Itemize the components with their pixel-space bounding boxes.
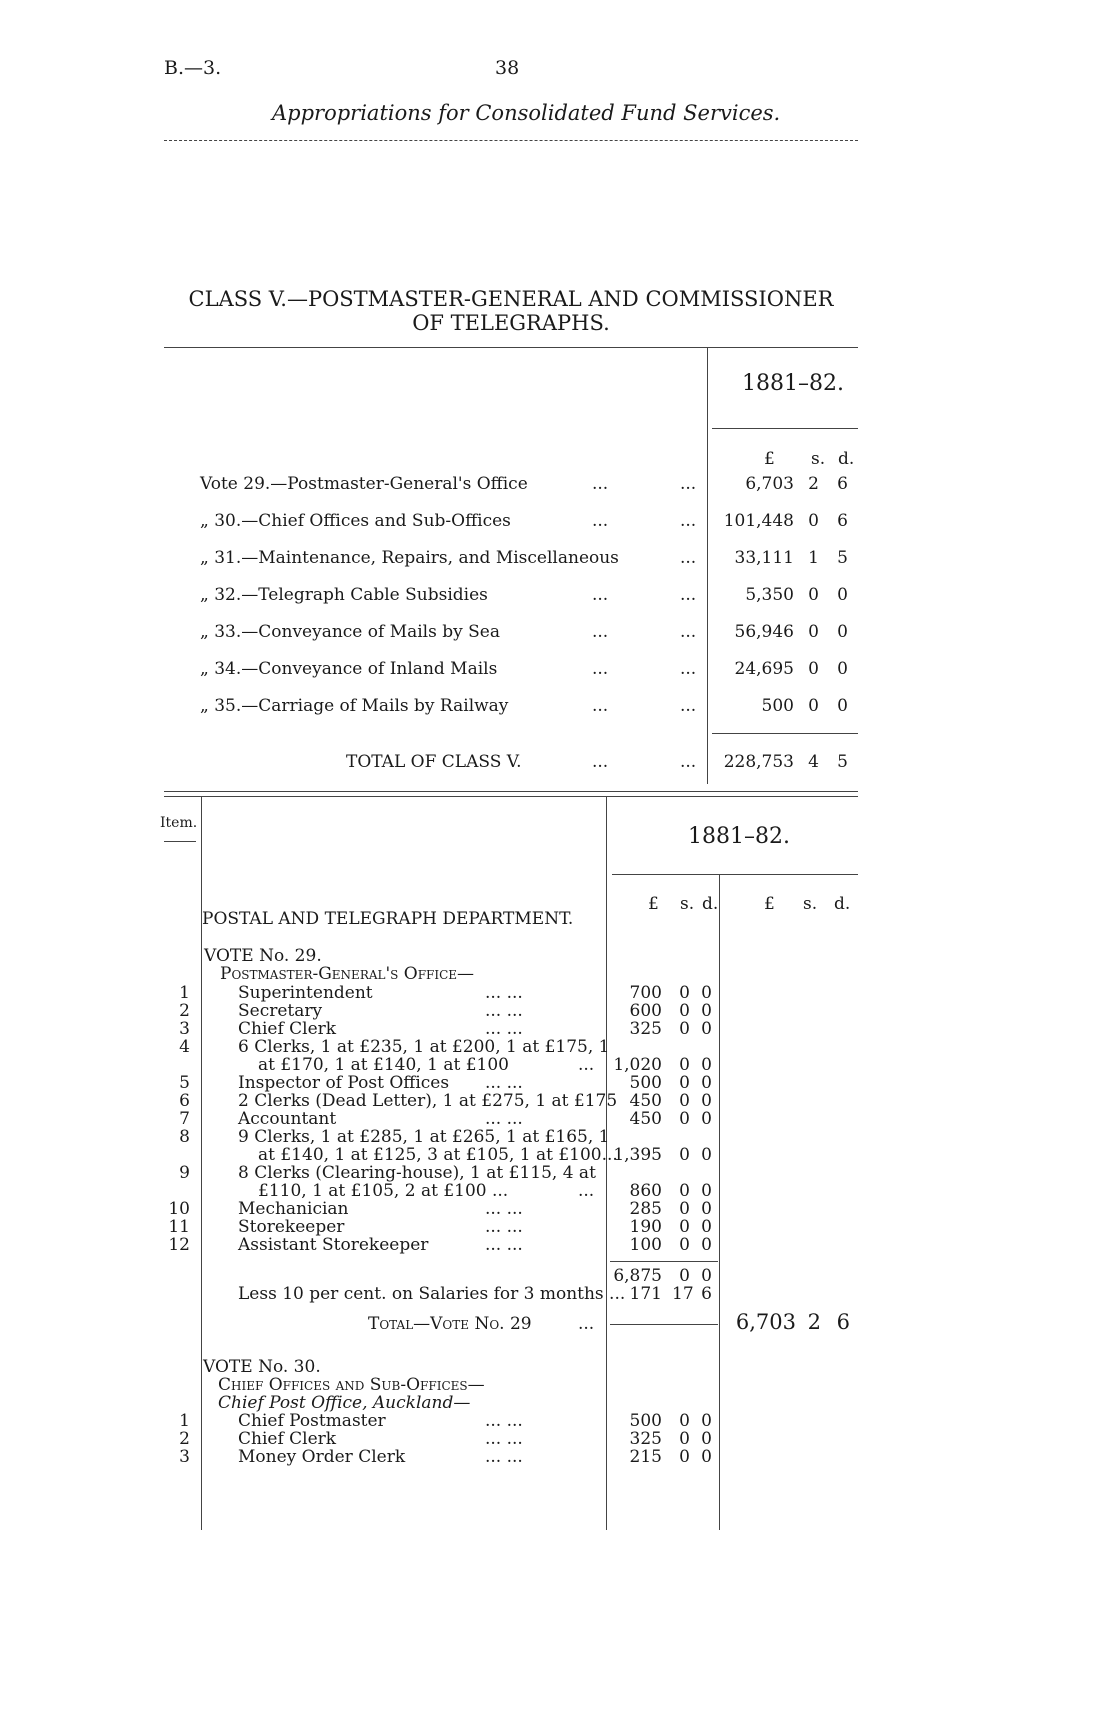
line-leader-dots: ... <box>578 1055 595 1075</box>
summary-total-label: TOTAL OF CLASS V. <box>346 752 522 772</box>
summary-leader-dots: ... <box>680 585 697 605</box>
line-pence: 0 <box>701 1091 712 1111</box>
item-number: 2 <box>179 1429 190 1449</box>
summary-pence: 0 <box>837 585 848 605</box>
deduction-shillings: 17 <box>672 1284 694 1304</box>
line-leader-dots: ... <box>578 1181 595 1201</box>
line-shillings: 0 <box>679 1109 690 1129</box>
line-pounds: 450 <box>629 1091 662 1111</box>
summary-pence: 6 <box>837 511 848 531</box>
summary-amount: 56,946 <box>734 622 794 642</box>
summary-leader-dots: ... <box>680 696 697 716</box>
line-pounds: 700 <box>629 983 662 1003</box>
line-leader-dots: ... ... <box>485 983 523 1003</box>
line-pounds: 325 <box>629 1429 662 1449</box>
vote-30-subheading: Chief Offices and Sub-Offices— <box>218 1375 485 1395</box>
summary-vote-label: „ 30.—Chief Offices and Sub-Offices <box>200 511 511 531</box>
summary-year-rule <box>712 428 858 429</box>
summary-column-divider <box>707 347 708 784</box>
line-description: Mechanician <box>238 1199 349 1219</box>
vote-29-total-label: Total—Vote No. 29 <box>368 1314 532 1334</box>
summary-shillings: 0 <box>808 585 819 605</box>
line-leader-dots: ... ... <box>485 1217 523 1237</box>
summary-vote-label: „ 33.—Conveyance of Mails by Sea <box>200 622 500 642</box>
deduction-pounds: 171 <box>629 1284 662 1304</box>
summary-shillings: 0 <box>808 622 819 642</box>
summary-shillings: 2 <box>808 474 819 494</box>
line-pence: 0 <box>701 1073 712 1093</box>
item-number: 6 <box>179 1091 190 1111</box>
vote-29-total-rule <box>610 1324 718 1325</box>
line-leader-dots: ... ... <box>485 1073 523 1093</box>
summary-leader-dots: ... <box>592 696 609 716</box>
line-leader-dots: ... ... <box>485 1019 523 1039</box>
summary-top-rule <box>164 347 858 348</box>
line-shillings: 0 <box>679 1235 690 1255</box>
summary-leader-dots: ... <box>680 548 697 568</box>
line-pence: 0 <box>701 1001 712 1021</box>
line-leader-dots: ... ... <box>485 1447 523 1467</box>
vote-30-office-heading: Chief Post Office, Auckland— <box>218 1393 471 1413</box>
item-number: 1 <box>179 1411 190 1431</box>
line-description: Inspector of Post Offices <box>238 1073 450 1093</box>
line-pounds: 500 <box>629 1411 662 1431</box>
summary-leader-dots: ... <box>592 622 609 642</box>
line-pounds: 600 <box>629 1001 662 1021</box>
summary-shillings: 0 <box>808 696 819 716</box>
line-leader-dots: ... ... <box>485 1199 523 1219</box>
line-leader-dots: ... ... <box>485 1109 523 1129</box>
line-pence: 0 <box>701 1145 712 1165</box>
line-description: Assistant Storekeeper <box>238 1235 429 1255</box>
line-description: 6 Clerks, 1 at £235, 1 at £200, 1 at £175, 1 <box>238 1037 610 1057</box>
class-title-line2: OF TELEGRAPHS. <box>412 311 610 335</box>
deduction-pence: 6 <box>701 1284 712 1304</box>
line-pounds: 860 <box>629 1181 662 1201</box>
header-rule <box>164 140 858 141</box>
detail-pence-header-2: d. <box>834 894 851 914</box>
line-description: £110, 1 at £105, 2 at £100 ... <box>258 1181 509 1201</box>
amount-column-divider <box>719 875 720 1530</box>
line-shillings: 0 <box>679 1199 690 1219</box>
summary-amount: 33,111 <box>734 548 794 568</box>
line-shillings: 0 <box>679 1019 690 1039</box>
line-pounds: 285 <box>629 1199 662 1219</box>
summary-shillings: 1 <box>808 548 819 568</box>
page-number: 38 <box>495 57 520 79</box>
line-pence: 0 <box>701 1429 712 1449</box>
line-shillings: 0 <box>679 1073 690 1093</box>
line-pence: 0 <box>701 1181 712 1201</box>
summary-leader-dots: ... <box>592 752 609 772</box>
summary-pence: 0 <box>837 622 848 642</box>
summary-total-rule <box>712 733 858 734</box>
line-pence: 0 <box>701 1447 712 1467</box>
line-description: Chief Clerk <box>238 1429 337 1449</box>
summary-leader-dots: ... <box>592 659 609 679</box>
line-shillings: 0 <box>679 1145 690 1165</box>
line-description: Chief Postmaster <box>238 1411 386 1431</box>
summary-leader-dots: ... <box>592 511 609 531</box>
vote-29-total-shillings: 2 <box>807 1310 821 1334</box>
item-number: 8 <box>179 1127 190 1147</box>
line-description: 2 Clerks (Dead Letter), 1 at £275, 1 at £175 <box>238 1091 618 1111</box>
line-pence: 0 <box>701 983 712 1003</box>
line-description: Secretary <box>238 1001 323 1021</box>
summary-total-amount: 228,753 <box>723 752 794 772</box>
item-number: 4 <box>179 1037 190 1057</box>
subtotal-shillings: 0 <box>679 1266 690 1286</box>
item-header-rule <box>164 841 196 842</box>
line-shillings: 0 <box>679 1447 690 1467</box>
summary-vote-label: „ 31.—Maintenance, Repairs, and Miscellaneous <box>200 548 619 568</box>
item-column-header: Item. <box>160 815 198 831</box>
item-number: 10 <box>168 1199 190 1219</box>
line-description: Accountant <box>238 1109 337 1129</box>
line-pence: 0 <box>701 1199 712 1219</box>
summary-pence: 0 <box>837 696 848 716</box>
line-leader-dots: ... ... <box>485 1429 523 1449</box>
line-shillings: 0 <box>679 1429 690 1449</box>
vote-29-subheading: Postmaster-General's Office— <box>220 964 475 984</box>
item-number: 9 <box>179 1163 190 1183</box>
running-title: Appropriations for Consolidated Fund Services. <box>272 101 781 125</box>
line-pence: 0 <box>701 1235 712 1255</box>
summary-leader-dots: ... <box>680 659 697 679</box>
summary-amount: 5,350 <box>745 585 794 605</box>
summary-vote-label: „ 32.—Telegraph Cable Subsidies <box>200 585 488 605</box>
deduction-description: Less 10 per cent. on Salaries for 3 months ... <box>238 1284 626 1304</box>
summary-total-shillings: 4 <box>808 752 819 772</box>
line-shillings: 0 <box>679 1181 690 1201</box>
summary-year-header: 1881–82. <box>742 371 844 396</box>
summary-total-pence: 5 <box>837 752 848 772</box>
summary-amount: 500 <box>761 696 794 716</box>
line-pounds: 1,020 <box>613 1055 662 1075</box>
item-number: 3 <box>179 1447 190 1467</box>
summary-pound-header: £ <box>764 449 775 469</box>
detail-pence-header-1: d. <box>702 894 719 914</box>
line-description: 8 Clerks (Clearing-house), 1 at £115, 4 at <box>238 1163 596 1183</box>
line-leader-dots: ... <box>578 1314 595 1334</box>
line-pounds: 215 <box>629 1447 662 1467</box>
line-shillings: 0 <box>679 1001 690 1021</box>
detail-pound-header-1: £ <box>648 894 659 914</box>
line-description: Storekeeper <box>238 1217 345 1237</box>
summary-shillings: 0 <box>808 659 819 679</box>
line-shillings: 0 <box>679 1217 690 1237</box>
line-pounds: 1,395 <box>613 1145 662 1165</box>
line-pence: 0 <box>701 1411 712 1431</box>
summary-amount: 6,703 <box>745 474 794 494</box>
line-description: Superintendent <box>238 983 373 1003</box>
detail-shilling-header-1: s. <box>680 894 695 914</box>
department-heading: POSTAL AND TELEGRAPH DEPARTMENT. <box>202 909 574 929</box>
summary-leader-dots: ... <box>680 752 697 772</box>
line-pence: 0 <box>701 1109 712 1129</box>
line-shillings: 0 <box>679 1411 690 1431</box>
summary-shillings: 0 <box>808 511 819 531</box>
detail-top-rule <box>164 791 858 792</box>
line-shillings: 0 <box>679 1055 690 1075</box>
detail-shilling-header-2: s. <box>803 894 818 914</box>
line-shillings: 0 <box>679 983 690 1003</box>
item-number: 5 <box>179 1073 190 1093</box>
summary-leader-dots: ... <box>680 474 697 494</box>
summary-shilling-header: s. <box>811 449 826 469</box>
line-pence: 0 <box>701 1055 712 1075</box>
summary-pence: 0 <box>837 659 848 679</box>
summary-leader-dots: ... <box>592 585 609 605</box>
line-pounds: 325 <box>629 1019 662 1039</box>
line-pence: 0 <box>701 1217 712 1237</box>
detail-top-rule-double <box>164 796 858 797</box>
document-reference: B.—3. <box>164 57 222 79</box>
line-pounds: 500 <box>629 1073 662 1093</box>
summary-pence: 6 <box>837 474 848 494</box>
line-pence: 0 <box>701 1019 712 1039</box>
line-shillings: 0 <box>679 1091 690 1111</box>
line-description: Money Order Clerk <box>238 1447 406 1467</box>
line-leader-dots: ... ... <box>485 1001 523 1021</box>
summary-vote-label: „ 34.—Conveyance of Inland Mails <box>200 659 498 679</box>
item-number: 2 <box>179 1001 190 1021</box>
item-number: 7 <box>179 1109 190 1129</box>
line-description: at £140, 1 at £125, 3 at £105, 1 at £100... <box>258 1145 618 1165</box>
subtotal-pounds: 6,875 <box>613 1266 662 1286</box>
item-column-divider <box>201 796 202 1530</box>
vote-30-heading: VOTE No. 30. <box>203 1357 321 1377</box>
class-title-line1: CLASS V.—POSTMASTER-GENERAL AND COMMISSIONER <box>188 287 834 311</box>
summary-leader-dots: ... <box>680 622 697 642</box>
item-number: 3 <box>179 1019 190 1039</box>
line-leader-dots: ... ... <box>485 1235 523 1255</box>
summary-pence-header: d. <box>838 449 855 469</box>
summary-leader-dots: ... <box>680 511 697 531</box>
item-number: 1 <box>179 983 190 1003</box>
summary-leader-dots: ... <box>592 474 609 494</box>
subtotal-pence: 0 <box>701 1266 712 1286</box>
line-description: Chief Clerk <box>238 1019 337 1039</box>
item-number: 12 <box>168 1235 190 1255</box>
summary-amount: 101,448 <box>723 511 794 531</box>
summary-vote-label: Vote 29.—Postmaster-General's Office <box>200 474 528 494</box>
line-pounds: 100 <box>629 1235 662 1255</box>
summary-amount: 24,695 <box>734 659 794 679</box>
detail-year-header: 1881–82. <box>688 824 790 849</box>
line-pounds: 190 <box>629 1217 662 1237</box>
detail-pound-header-2: £ <box>764 894 775 914</box>
line-description: at £170, 1 at £140, 1 at £100 <box>258 1055 509 1075</box>
line-pounds: 450 <box>629 1109 662 1129</box>
vote-29-total-pence: 6 <box>836 1310 850 1334</box>
detail-year-rule <box>612 874 858 875</box>
summary-vote-label: „ 35.—Carriage of Mails by Railway <box>200 696 509 716</box>
item-number: 11 <box>168 1217 190 1237</box>
vote-29-heading: VOTE No. 29. <box>204 946 322 966</box>
summary-pence: 5 <box>837 548 848 568</box>
line-leader-dots: ... ... <box>485 1411 523 1431</box>
vote-29-subtotal-rule <box>610 1261 718 1262</box>
vote-29-total-pounds: 6,703 <box>735 1310 796 1334</box>
line-description: 9 Clerks, 1 at £285, 1 at £265, 1 at £165, 1 <box>238 1127 610 1147</box>
